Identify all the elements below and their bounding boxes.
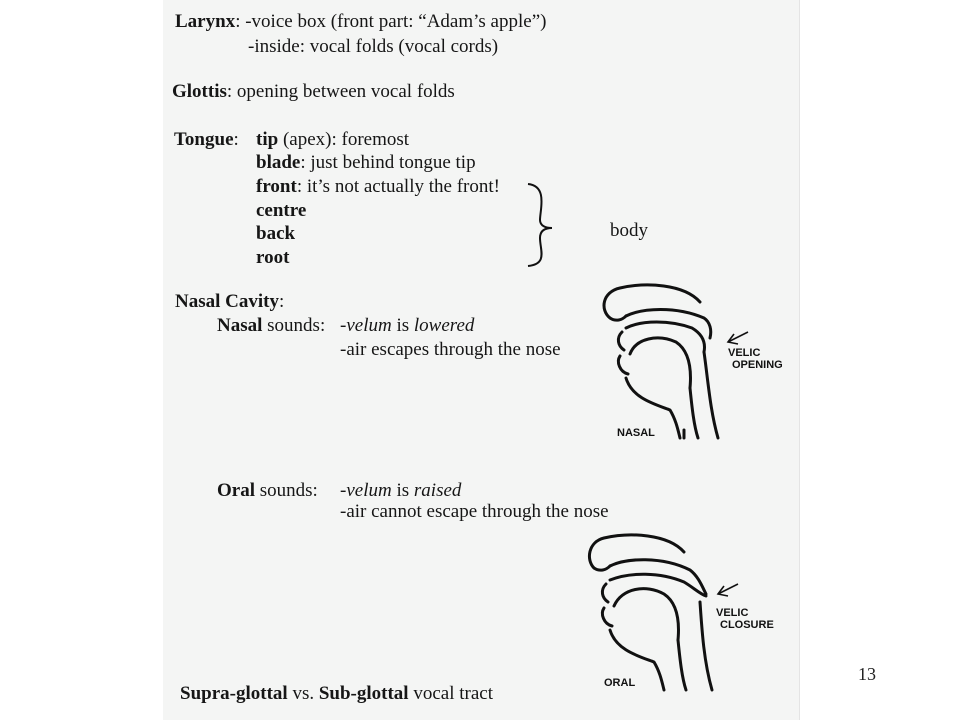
oral-caption: ORAL xyxy=(604,677,636,689)
vocal-tract-footer xyxy=(180,684,493,703)
nasal-caption: NASAL xyxy=(617,427,655,439)
tongue-part-name: front xyxy=(256,176,297,197)
tongue-part-name: tip xyxy=(256,129,279,150)
larynx-term: Larynx xyxy=(175,11,236,32)
oral-term: Oral xyxy=(217,480,255,501)
glottis-def: : opening between vocal folds xyxy=(226,81,455,102)
oral-line-1 xyxy=(340,481,461,500)
supra-glottal-term: Supra-glottal xyxy=(180,683,288,704)
nasal-line-1 xyxy=(340,316,474,335)
nasal-line-2: -air escapes through the nose xyxy=(340,339,561,360)
raised-term: raised xyxy=(413,480,462,501)
tongue-part xyxy=(256,248,289,267)
nasal-sounds-label xyxy=(217,316,325,335)
velic-label-line-1: VELIC xyxy=(716,607,749,619)
sub-glottal-term: Sub-glottal xyxy=(318,683,409,704)
tongue-term: Tongue xyxy=(174,129,234,150)
tongue-part-desc: : just behind tongue tip xyxy=(300,152,476,173)
nasal-cavity-term: Nasal Cavity xyxy=(175,291,279,312)
oral-sounds-label xyxy=(217,481,318,500)
tongue-part-name: root xyxy=(256,247,290,268)
nasal-line-1-mid: is xyxy=(391,315,414,336)
larynx-def-1: : -voice box (front part: “Adam’s apple”) xyxy=(235,11,547,32)
velum-term: -velum xyxy=(340,315,392,336)
velic-opening-label xyxy=(728,348,783,371)
oral-line-1-mid: is xyxy=(391,480,414,501)
tongue-part xyxy=(256,130,409,149)
velic-closure-label xyxy=(716,608,774,631)
glottis-term: Glottis xyxy=(172,81,227,102)
lowered-term: lowered xyxy=(413,315,475,336)
tongue-part-name: back xyxy=(256,223,296,244)
slide-number: 13 xyxy=(858,664,876,684)
tongue-part-desc: : it’s not actually the front! xyxy=(296,176,500,197)
larynx-line-1 xyxy=(175,12,546,31)
nasal-cavity-heading xyxy=(175,292,284,311)
footer-rest: vocal tract xyxy=(408,683,493,704)
tongue-part xyxy=(256,177,500,196)
vs-word: vs. xyxy=(287,683,319,704)
nasal-term: Nasal xyxy=(217,315,263,336)
velum-term: -velum xyxy=(340,480,392,501)
oral-sounds-word: sounds: xyxy=(255,480,318,501)
curly-brace xyxy=(520,180,560,270)
tongue-part-desc: (apex): foremost xyxy=(278,129,410,150)
larynx-line-2: -inside: vocal folds (vocal cords) xyxy=(248,36,499,57)
velic-label-line-2: OPENING xyxy=(732,358,783,371)
tongue-part xyxy=(256,224,295,243)
tongue-part-name: blade xyxy=(256,152,301,173)
tongue-part xyxy=(256,201,306,220)
tongue-colon: : xyxy=(233,129,239,150)
glottis-line xyxy=(172,82,455,101)
oral-line-2: -air cannot escape through the nose xyxy=(340,501,609,522)
body-label: body xyxy=(610,220,648,241)
velic-label-line-1: VELIC xyxy=(728,347,761,359)
tongue-heading xyxy=(174,130,239,149)
nasal-sounds-word: sounds: xyxy=(262,315,326,336)
tongue-part-name: centre xyxy=(256,200,307,221)
tongue-part xyxy=(256,153,476,172)
velic-label-line-2: CLOSURE xyxy=(720,618,774,631)
nasal-cavity-colon: : xyxy=(278,291,285,312)
